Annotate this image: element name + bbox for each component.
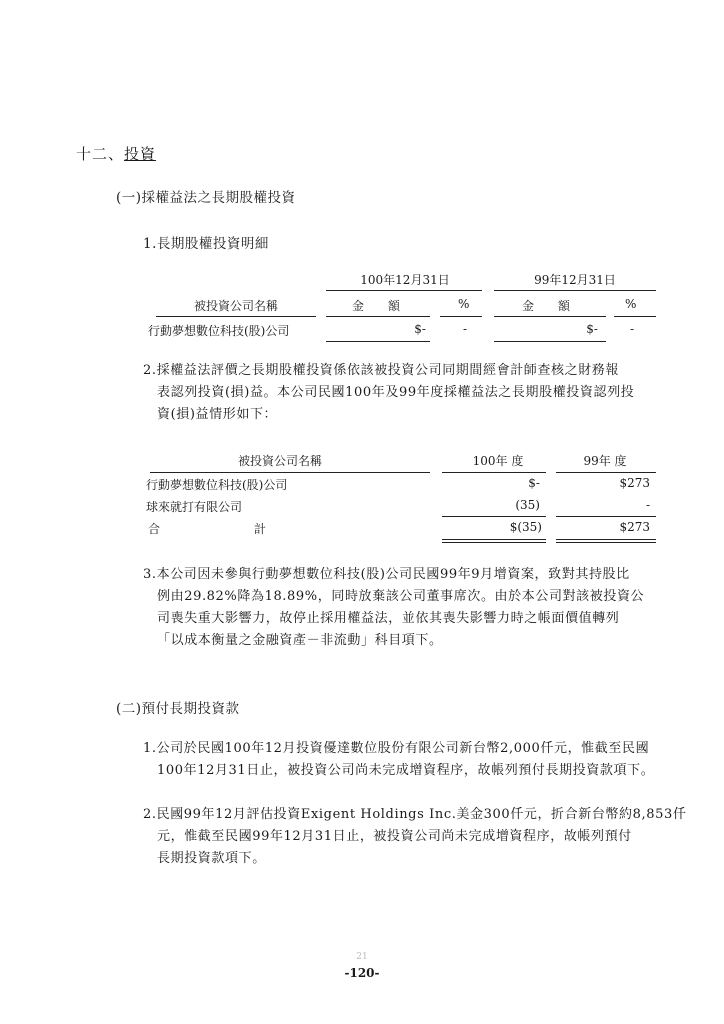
part2-item1-line-2: 100年12月31日止，被投資公司尚未完成增資程序，故帳列預付長期投資款項下。 bbox=[157, 763, 655, 778]
table1-row-amt100: $- bbox=[414, 322, 426, 336]
table2-header-y99: 99年 度 bbox=[583, 454, 627, 468]
sub2-line-2: 表認列投資(損)益。本公司民國100年及99年度採權益法之長期股權投資認列投 bbox=[157, 385, 635, 400]
table1-row-pct100: - bbox=[462, 322, 468, 336]
sub3-line-2: 例由29.82%降為18.89%，同時放棄該公司董事席次。由於本公司對該被投資公 bbox=[157, 589, 645, 604]
sub2-line-3: 資(損)益情形如下： bbox=[157, 407, 278, 422]
sub1-heading: 1.長期股權投資明細 bbox=[143, 236, 269, 252]
part2-item1 bbox=[143, 738, 688, 782]
table2-subtotal-rule-y99 bbox=[556, 516, 656, 517]
table2-row1-name: 行動夢想數位科技(股)公司 bbox=[146, 478, 288, 492]
sub3-line-4: 「以成本衡量之金融資產－非流動」科目項下。 bbox=[157, 633, 443, 648]
table2-total-y99: $273 bbox=[619, 520, 650, 534]
section-title bbox=[76, 143, 156, 164]
table2-row2-y99: - bbox=[645, 498, 650, 512]
footer-small-page-number: 21 bbox=[356, 952, 368, 962]
table1-date-rule-100 bbox=[326, 290, 482, 291]
table1-date-col-99: 99年12月31日 bbox=[534, 273, 616, 287]
table1-total-rule-amt99 bbox=[494, 341, 606, 342]
table2-total-y100: $(35) bbox=[509, 520, 542, 534]
table1-header-pct-100: % bbox=[458, 297, 470, 311]
table1-header-rule-name bbox=[156, 316, 316, 317]
part2-item1-line-1: 1.公司於民國100年12月投資優達數位股份有限公司新台幣2,000仟元，惟截至民國 bbox=[143, 741, 650, 756]
part1-heading: (一)採權益法之長期股權投資 bbox=[116, 190, 296, 206]
sub2-paragraph bbox=[143, 360, 683, 426]
table2-row2-y100: (35) bbox=[515, 498, 540, 512]
sub3-paragraph bbox=[143, 564, 688, 652]
table1-header-rule-pct100 bbox=[440, 316, 482, 317]
table1-row-name: 行動夢想數位科技(股)公司 bbox=[148, 324, 290, 338]
sub3-line-1: 3.本公司因未參與行動夢想數位科技(股)公司民國99年9月增資案，致對其持股比 bbox=[143, 567, 630, 582]
table2-row2-name: 球來就打有限公司 bbox=[146, 500, 243, 514]
table1-row-amt99: $- bbox=[586, 322, 598, 336]
table1-date-rule-99 bbox=[494, 290, 656, 291]
section-title-text: 投資 bbox=[124, 145, 157, 163]
part2-item2 bbox=[143, 804, 688, 870]
section-number: 十二、 bbox=[76, 145, 125, 163]
table1-total-rule-amt100 bbox=[326, 341, 430, 342]
part2-item2-line-2: 元，惟截至民國99年12月31日止，被投資公司尚未完成增資程序，故帳列預付 bbox=[157, 829, 632, 844]
sub2-line-1: 2.採權益法評價之長期股權投資係依該被投資公司同期間經會計師查核之財務報 bbox=[143, 363, 620, 378]
part2-item2-line-1: 2.民國99年12月評估投資Exigent Holdings Inc.美金300仟元，折合新台幣約8,853仟 bbox=[143, 807, 687, 822]
table2-total-label-a: 合 bbox=[148, 522, 161, 536]
table2-row1-y99: $273 bbox=[619, 476, 650, 490]
table1-header-amount-100: 金 額 bbox=[352, 299, 401, 313]
table1-header-name: 被投資公司名稱 bbox=[193, 299, 278, 313]
table2-header-rule-name bbox=[150, 472, 430, 473]
part2-heading: (二)預付長期投資款 bbox=[116, 701, 240, 717]
table1-header-rule-amt100 bbox=[326, 316, 430, 317]
table1-date-col-100: 100年12月31日 bbox=[360, 273, 450, 287]
table2-total-double-rule-y99 bbox=[556, 539, 656, 543]
sub3-line-3: 司喪失重大影響力，故停止採用權益法，並依其喪失影響力時之帳面價值轉列 bbox=[157, 611, 620, 626]
part2-item2-line-3: 長期投資款項下。 bbox=[157, 851, 266, 866]
table2-total-label-b: 計 bbox=[254, 522, 267, 536]
table2-header-rule-y99 bbox=[556, 472, 656, 473]
table2-row1-y100: $- bbox=[528, 476, 540, 490]
table1-header-amount-99: 金 額 bbox=[522, 299, 571, 313]
table1-row-pct99: - bbox=[629, 322, 635, 336]
table2-header-rule-y100 bbox=[442, 472, 546, 473]
table2-subtotal-rule-y100 bbox=[442, 516, 546, 517]
footer-page-number: -120- bbox=[344, 966, 380, 980]
table2-header-y100: 100年 度 bbox=[472, 454, 524, 468]
table2-total-double-rule-y100 bbox=[442, 539, 546, 543]
table1-header-rule-amt99 bbox=[494, 316, 606, 317]
table1-header-rule-pct99 bbox=[614, 316, 656, 317]
table1-header-pct-99: % bbox=[625, 297, 637, 311]
table2-header-name: 被投資公司名稱 bbox=[237, 454, 322, 468]
